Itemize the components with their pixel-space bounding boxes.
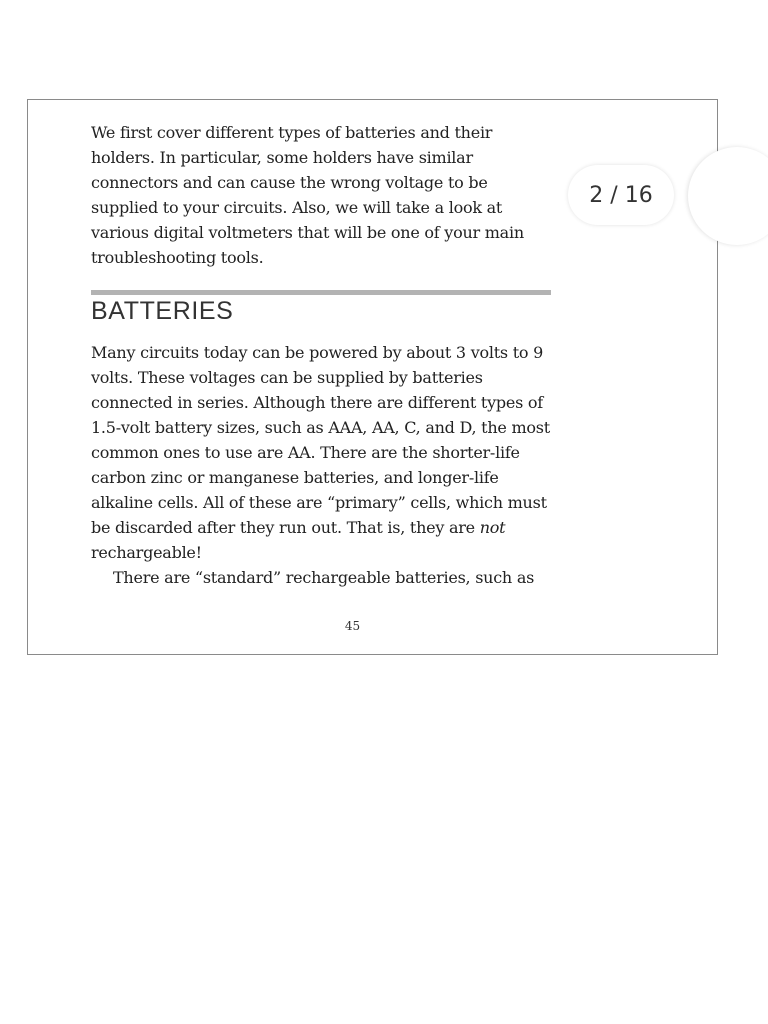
intro-paragraph: We first cover different types of batteries and their holders. In particular, some holders have similar connectors and can cause the wrong voltage to be supplied to your circuits. Also, we will take a look at various digital voltmeters that will be one of your main troubleshooting tools. — [91, 123, 524, 267]
body-text-a: Many circuits today can be powered by about 3 volts to 9 volts. These voltages can be supplied by batteries connected in series. Although there are different types of 1.5-volt battery sizes, such as AAA, AA, C, and D, the most common ones to use are AA. There are the shorter-life carbon zinc or manganese batteries, and longer-life alkaline cells. All of these are “primary” cells, which must be discarded after they run out. That is, they are — [91, 343, 550, 537]
section-rule — [91, 290, 551, 295]
body-paragraph — [91, 340, 553, 565]
body-block — [91, 340, 553, 590]
next-paragraph: There are “standard” rechargeable batteries, such as — [113, 568, 535, 587]
section-heading: BATTERIES — [91, 297, 234, 325]
intro-block — [91, 120, 553, 270]
body-emphasis: not — [479, 518, 506, 537]
page-indicator: 2 / 16 — [568, 165, 674, 225]
body-text-b: rechargeable! — [91, 543, 202, 562]
page-number: 45 — [344, 619, 361, 633]
